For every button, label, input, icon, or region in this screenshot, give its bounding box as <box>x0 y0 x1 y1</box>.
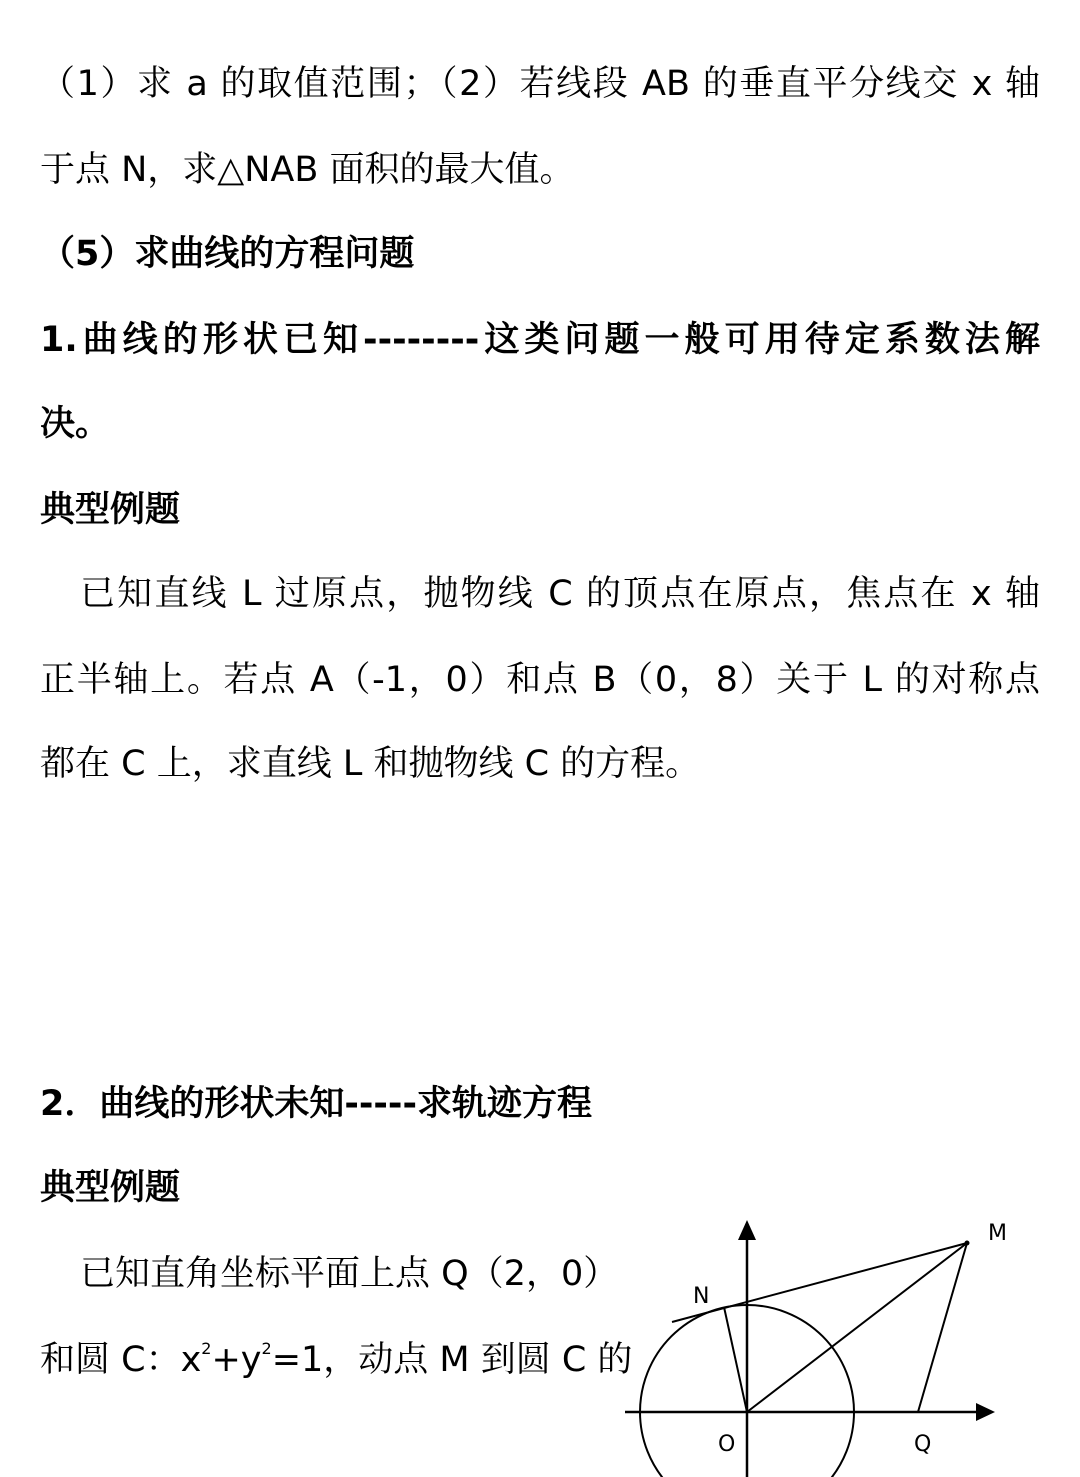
example-1-line-1: 已知直线 L 过原点，抛物线 C 的顶点在原点，焦点在 x 轴 <box>80 574 1040 614</box>
superscript-x: 2 <box>201 1339 212 1359</box>
subsection-heading-1-cont: 决。 <box>40 404 111 444</box>
subsection-heading-2: 2．曲线的形状未知-----求轨迹方程 <box>40 1084 592 1124</box>
example-2-line-2-prefix: 和圆 C：x <box>40 1340 202 1380</box>
superscript-y: 2 <box>261 1339 272 1359</box>
subsection-heading-1: 1.曲线的形状已知--------这类问题一般可用待定系数法解 <box>40 320 1040 360</box>
label-m: M <box>988 1221 1007 1246</box>
section-heading-5: （5）求曲线的方程问题 <box>40 234 415 274</box>
example-2-line-2 <box>40 1338 632 1382</box>
tangent-line-mn <box>672 1243 967 1322</box>
label-q: Q <box>914 1432 932 1457</box>
problem-text-line-2: 于点 N，求△NAB 面积的最大值。 <box>40 150 575 190</box>
segment-on <box>724 1307 747 1412</box>
label-n: N <box>693 1284 710 1309</box>
y-axis-arrow-icon <box>738 1220 756 1240</box>
x-axis-arrow-icon <box>976 1403 995 1421</box>
label-o: O <box>718 1432 736 1457</box>
example-1-line-3: 都在 C 上，求直线 L 和抛物线 C 的方程。 <box>40 744 701 784</box>
example-2-line-2-middle: +y <box>211 1340 262 1380</box>
point-m <box>965 1241 970 1246</box>
example-2-line-2-suffix: =1，动点 M 到圆 C 的 <box>271 1340 633 1380</box>
example-2-line-1: 已知直角坐标平面上点 Q（2，0） <box>80 1254 619 1294</box>
problem-text-line-1: （1）求 a 的取值范围；（2）若线段 AB 的垂直平分线交 x 轴 <box>40 64 1040 104</box>
example-heading-1: 典型例题 <box>40 490 181 530</box>
example-heading-2: 典型例题 <box>40 1168 181 1208</box>
segment-om <box>747 1243 967 1412</box>
segment-mq <box>918 1243 967 1412</box>
geometry-figure <box>600 1210 1020 1477</box>
example-1-line-2: 正半轴上。若点 A（-1，0）和点 B（0，8）关于 L 的对称点 <box>40 660 1040 700</box>
